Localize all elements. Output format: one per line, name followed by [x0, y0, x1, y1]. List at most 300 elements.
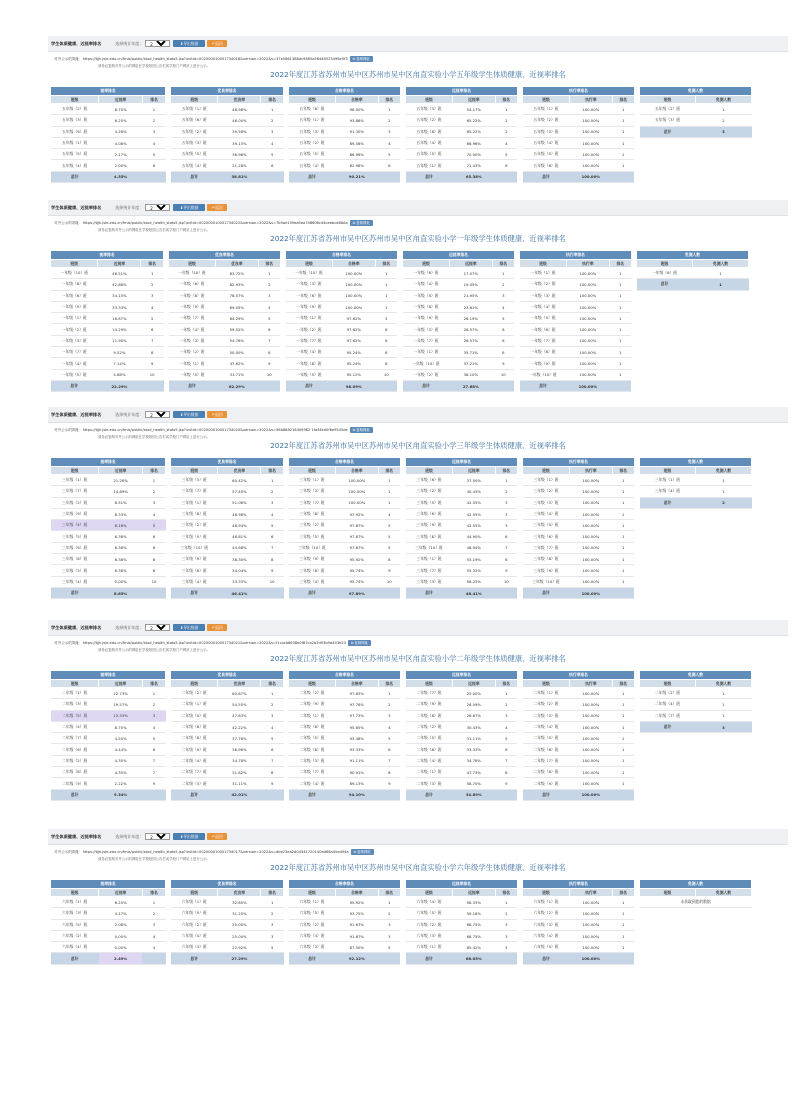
rank-cell: 2: [492, 279, 514, 290]
export-button[interactable]: [173, 204, 205, 211]
rank-cell: 5: [261, 942, 284, 953]
total-row: [523, 789, 635, 800]
col-rank: 排名: [261, 467, 284, 475]
value-cell: 6.38%: [99, 554, 143, 565]
table-row: [51, 688, 166, 699]
section-title: 2022年度江苏省苏州市吴中区苏州市吴中区甪直实验小学二年级学生体质健康、近视率排名: [270, 654, 566, 663]
export-button[interactable]: [173, 411, 205, 418]
far-header: 远视率排名: [406, 671, 518, 680]
table-row: [51, 908, 166, 919]
rank-cell: 8: [258, 347, 280, 358]
back-button[interactable]: [207, 40, 227, 47]
class-cell: 一年级（7）班: [520, 335, 567, 346]
total-rank-cell: [495, 587, 517, 598]
rank-cell: 1: [612, 576, 634, 587]
class-cell: 一年级（5）班: [520, 313, 567, 324]
class-cell: 二年级（8）班: [523, 767, 570, 778]
public-url-row: [54, 640, 371, 646]
pass-table: [288, 457, 401, 599]
value-cell: 95.74%: [336, 565, 379, 576]
year-label: 选择统计年度：: [115, 204, 144, 210]
rank-cell: 4: [142, 930, 165, 941]
class-cell: 六年级（1）班: [171, 897, 218, 908]
class-cell: 五年级（4）班: [406, 137, 453, 148]
total-row: [289, 171, 401, 182]
rank-cell: 1: [375, 268, 397, 279]
value-cell: 55.32%: [453, 565, 496, 576]
class-cell: 二年级（9）班: [171, 744, 218, 755]
total-rank-cell: [261, 953, 284, 964]
toolbar: [48, 36, 788, 52]
table-row: [171, 542, 284, 553]
class-cell: 五年级（6）班: [51, 126, 99, 137]
table-row: [520, 268, 632, 279]
toolbar-title: 学生体质健康、近视率排名: [51, 204, 102, 210]
public-url[interactable]: https://tjjk.jsie.edu.cn/fmis/public/stud_health_stats5.jsp?unitid=002000010001734020&version=2022&s=56b888216409962 1fa46cd0f6e9545de: [82, 428, 348, 432]
download-icon: ⬇: [180, 625, 184, 630]
table-row: [51, 137, 166, 148]
col-exec_rate: 执行率: [570, 889, 613, 897]
value-cell: 60.87%: [218, 688, 261, 699]
copy-url-button[interactable]: [350, 427, 373, 433]
rank-cell: 5: [378, 520, 400, 531]
rank-cell: 8: [495, 767, 517, 778]
export-button[interactable]: [173, 40, 205, 47]
table-row: [51, 301, 164, 312]
table-row: [169, 324, 281, 335]
class-cell: 三年级（7）班: [51, 486, 99, 497]
table-row: [406, 778, 518, 789]
table-row: [51, 369, 164, 380]
table-row: [289, 497, 401, 508]
value-cell: 97.73%: [336, 710, 379, 721]
rank-cell: 4: [495, 137, 517, 148]
col-exempt_count: 免测人数: [693, 260, 749, 268]
rank-cell: 1: [612, 942, 634, 953]
myopia-header: 视率排名: [51, 671, 166, 680]
class-cell: 一年级（10）班: [520, 369, 567, 380]
value-cell: 33.33%: [453, 744, 496, 755]
value-cell: 78.57%: [216, 290, 259, 301]
rank-cell: 5: [378, 733, 400, 744]
table-row: [289, 508, 401, 519]
value-cell: 47.62%: [216, 358, 259, 369]
col-excellent_rate: 优良率: [216, 260, 259, 268]
class-cell: 五年级（2）班: [171, 126, 218, 137]
copy-url-button[interactable]: [348, 640, 371, 646]
value-cell: 91.67%: [336, 919, 379, 930]
class-cell: 三年级（4）班: [51, 520, 99, 531]
rank-cell: 9: [378, 565, 400, 576]
table-row: [286, 335, 398, 346]
value-cell: 4.08%: [99, 137, 143, 148]
table-row: [637, 268, 749, 279]
table-row: [171, 115, 284, 126]
table-row: [289, 542, 401, 553]
toolbar: [48, 620, 788, 636]
copy-label: 复制网址: [356, 428, 370, 432]
copy-icon: ⧉: [352, 57, 357, 61]
value-cell: 39.13%: [218, 137, 261, 148]
value-cell: 42.22%: [218, 721, 261, 732]
col-excellent_rate: 优良率: [218, 96, 261, 104]
value-cell: 68.75%: [453, 919, 496, 930]
rank-cell: 1: [612, 104, 634, 115]
value-cell: 57.45%: [218, 486, 261, 497]
rank-cell: 1: [612, 767, 634, 778]
table-row: [171, 721, 284, 732]
total-rank-cell: [142, 171, 165, 182]
back-label: 返回: [215, 204, 223, 210]
copy-icon: ⧉: [350, 641, 355, 645]
rank-cell: 1: [612, 699, 634, 710]
total-label: 总计: [523, 171, 570, 182]
value-cell: 2.00%: [99, 160, 143, 171]
col-exec_rate: 执行率: [570, 96, 613, 104]
public-url[interactable]: https://tjjk.jsie.edu.cn/fmis/public/stud_health_stats5.jsp?unitid=002000010001734017&version=2022&s=dbe23ea2d04341720140ad66a45ed94a: [82, 850, 349, 854]
back-label: 返回: [215, 411, 223, 417]
rank-cell: 1: [261, 475, 284, 486]
class-cell: 一年级（8）班: [169, 290, 216, 301]
class-cell: 三年级（2）班: [51, 497, 99, 508]
total-label: 总计: [406, 953, 453, 964]
table-row: [523, 104, 635, 115]
total-value: 65.38%: [453, 171, 496, 182]
back-button[interactable]: [207, 833, 227, 840]
value-cell: 8.33%: [99, 508, 143, 519]
col-exempt_count: 免测人数: [696, 96, 752, 104]
public-url[interactable]: https://tjjk.jsie.edu.cn/fmis/public/stud_health_stats5.jsp?unitid=002000010001734018&version=2022&s=37e5861388dc9865a56448523496e5f3: [82, 57, 348, 61]
class-cell: 三年级（1）班: [523, 475, 570, 486]
rank-cell: 7: [142, 755, 165, 766]
value-cell: 86.96%: [336, 149, 379, 160]
rank-cell: 8: [141, 347, 164, 358]
rank-cell: 5: [495, 149, 517, 160]
copy-url-button[interactable]: [350, 220, 373, 226]
value-cell: 46.51%: [98, 268, 141, 279]
value-cell: 22.73%: [99, 688, 143, 699]
back-button[interactable]: [207, 204, 227, 211]
section-title: 2022年度江苏省苏州市吴中区苏州市吴中区甪直实验小学一年级学生体质健康、近视率排名: [270, 234, 566, 243]
year-label: 选择统计年度：: [115, 624, 144, 630]
class-cell: 六年级（5）班: [406, 908, 453, 919]
value-cell: 53.19%: [453, 554, 496, 565]
value-cell: 66.96%: [453, 137, 496, 148]
class-cell: 五年级（3）班: [289, 126, 336, 137]
table-row: [406, 160, 518, 171]
class-cell: 一年级（10）班: [51, 268, 98, 279]
table-row: [51, 576, 166, 587]
rank-cell: 1: [378, 475, 400, 486]
value-cell: 100.00%: [570, 733, 613, 744]
rank-cell: 5: [142, 149, 165, 160]
value-cell: 2: [696, 115, 752, 126]
class-cell: 三年级（6）班: [171, 565, 218, 576]
public-url[interactable]: https://tjjk.jsie.edu.cn/fmis/public/stud_health_stats5.jsp?unitid=002000010001734021&version=2022&s=f1cacb6638e0f87ca2b2d93b9d443b23: [82, 641, 346, 645]
myopia-header: 视率排名: [51, 458, 166, 467]
class-cell: 一年级（1）班: [403, 347, 450, 358]
class-cell: 二年级（7）班: [51, 733, 99, 744]
value-cell: 100.00%: [570, 115, 613, 126]
total-rank-cell: [495, 953, 517, 964]
rank-cell: 8: [378, 767, 400, 778]
total-value: 100.00%: [570, 171, 613, 182]
class-cell: 三年级（4）班: [640, 486, 696, 497]
value-cell: 100.00%: [570, 744, 613, 755]
rank-cell: 1: [609, 290, 631, 301]
total-rank-cell: [261, 171, 284, 182]
total-label: 总计: [289, 587, 336, 598]
table-row: [289, 565, 401, 576]
table-row: [520, 347, 632, 358]
value-cell: 35.71%: [450, 347, 493, 358]
value-cell: 48.98%: [218, 104, 261, 115]
table-row: [289, 115, 401, 126]
table-row: [403, 268, 515, 279]
copy-label: 复制网址: [354, 641, 368, 645]
class-cell: 一年级（6）班: [51, 290, 98, 301]
table-row: [286, 301, 398, 312]
value-cell: 50.00%: [216, 347, 259, 358]
download-icon: ⬇: [180, 834, 184, 839]
toolbar-title: 学生体质健康、近视率排名: [51, 624, 102, 630]
value-cell: 6.38%: [99, 565, 143, 576]
export-button[interactable]: [173, 833, 205, 840]
class-cell: 二年级（1）班: [171, 699, 218, 710]
year-label: 选择统计年度：: [115, 833, 144, 839]
class-cell: 一年级（5）班: [286, 369, 333, 380]
value-cell: 100.00%: [570, 919, 613, 930]
export-button[interactable]: [173, 624, 205, 631]
rank-cell: 1: [495, 897, 517, 908]
col-class: 班级: [640, 889, 696, 897]
value-cell: 2.17%: [99, 149, 143, 160]
rank-cell: 1: [609, 347, 631, 358]
export-label: 导出数据: [183, 833, 199, 839]
class-cell: 六年级（3）班: [171, 942, 218, 953]
far-header: 远视率排名: [406, 87, 518, 96]
col-myopia_rate: 近视率: [98, 260, 141, 268]
class-cell: 五年级（3）班: [640, 115, 696, 126]
rank-cell: 10: [495, 576, 517, 587]
rank-cell: 1: [378, 486, 400, 497]
year-select[interactable]: [145, 40, 170, 47]
value-cell: 17.07%: [450, 268, 493, 279]
value-cell: 100.00%: [570, 497, 613, 508]
class-cell: 三年级（4）班: [51, 576, 99, 587]
url-label: 对外公示的网址：: [54, 428, 83, 432]
copy-label: 复制网址: [356, 221, 370, 225]
value-cell: 2.22%: [99, 778, 143, 789]
table-row: [289, 733, 401, 744]
class-cell: 一年级（5）班: [51, 369, 98, 380]
year-select[interactable]: [145, 411, 170, 418]
col-myopia_rate: 近视率: [99, 889, 143, 897]
public-url[interactable]: https://tjjk.jsie.edu.cn/fmis/public/stud_health_stats5.jsp?unitid=002000010001734022&version=2022&s=7b9ae159ea5ea748606c44ceebcd88Aa: [82, 221, 348, 225]
value-cell: 100.00%: [570, 554, 613, 565]
col-class: 班级: [289, 680, 336, 688]
col-class: 班级: [640, 467, 696, 475]
class-cell: 一年级（10）班: [286, 268, 333, 279]
value-cell: 25.00%: [218, 919, 261, 930]
table-row: [406, 699, 518, 710]
total-label: 总计: [520, 380, 567, 391]
col-class: 班级: [637, 260, 693, 268]
col-class: 班级: [171, 680, 218, 688]
excellent-header: 优良率排名: [171, 880, 284, 889]
year-select[interactable]: [145, 833, 170, 840]
export-label: 导出数据: [183, 204, 199, 210]
total-row: [640, 497, 752, 508]
total-row: [169, 380, 281, 391]
back-button[interactable]: [207, 411, 227, 418]
rank-cell: 7: [261, 542, 284, 553]
col-excellent_rate: 优良率: [218, 467, 261, 475]
table-row: [523, 942, 635, 953]
class-cell: 二年级（6）班: [289, 721, 336, 732]
table-row: [406, 755, 518, 766]
exempt-header: 免测人数: [640, 458, 752, 467]
col-excellent_rate: 优良率: [218, 889, 261, 897]
total-label: 总计: [523, 953, 570, 964]
class-cell: 一年级（2）班: [286, 324, 333, 335]
col-class: 班级: [289, 467, 336, 475]
table-row: [523, 908, 635, 919]
value-cell: 31.11%: [218, 778, 261, 789]
value-cell: 42.55%: [453, 520, 496, 531]
rank-cell: 1: [612, 497, 634, 508]
rank-cell: 2: [495, 115, 517, 126]
value-cell: 58.33%: [453, 897, 496, 908]
copy-url-button[interactable]: [350, 56, 373, 62]
rank-cell: 6: [261, 160, 284, 171]
value-cell: 11.90%: [98, 335, 141, 346]
value-cell: 4.55%: [99, 733, 143, 744]
total-value: 2: [696, 497, 752, 508]
rank-cell: 1: [609, 324, 631, 335]
rank-cell: 6: [492, 324, 514, 335]
rank-cell: 4: [378, 508, 400, 519]
class-cell: 三年级（6）班: [406, 475, 453, 486]
copy-label: 复制网址: [356, 57, 370, 61]
value-cell: 71.43%: [453, 160, 496, 171]
table-row: [406, 104, 518, 115]
table-row: [406, 542, 518, 553]
col-rank: 排名: [609, 260, 631, 268]
class-cell: 六年级（2）班: [289, 919, 336, 930]
value-cell: 39.58%: [218, 126, 261, 137]
class-cell: 一年级（8）班: [520, 347, 567, 358]
table-row: [289, 576, 401, 587]
rank-cell: 5: [142, 520, 165, 531]
total-label: 总计: [51, 587, 99, 598]
class-cell: 五年级（1）班: [523, 104, 570, 115]
class-cell: 一年级（6）班: [520, 324, 567, 335]
table-row: [523, 554, 635, 565]
total-label: 总计: [169, 380, 216, 391]
total-row: [640, 126, 752, 137]
myopia-header: 视率排名: [51, 880, 166, 889]
rank-cell: 1: [612, 744, 634, 755]
class-cell: 二年级（1）班: [406, 767, 453, 778]
rank-cell: 6: [375, 335, 397, 346]
copy-url-button[interactable]: [351, 849, 374, 855]
col-rank: 排名: [612, 889, 634, 897]
value-cell: 100.00%: [570, 942, 613, 953]
col-exec_rate: 执行率: [570, 467, 613, 475]
table-row: [171, 126, 284, 137]
class-cell: 一年级（6）班: [637, 268, 693, 279]
table-row: [51, 126, 166, 137]
col-class: 班级: [289, 96, 336, 104]
total-rank-cell: [612, 789, 634, 800]
total-row: [171, 789, 284, 800]
class-cell: 三年级（5）班: [289, 531, 336, 542]
col-pass_rate: 合格率: [336, 889, 379, 897]
rank-cell: 3: [142, 710, 165, 721]
value-cell: 65.22%: [453, 126, 496, 137]
col-class: 班级: [51, 680, 99, 688]
class-cell: 六年级（2）班: [171, 919, 218, 930]
total-row: [51, 171, 166, 182]
rank-cell: 9: [142, 778, 165, 789]
value-cell: 26.19%: [450, 313, 493, 324]
table-row: [520, 324, 632, 335]
value-cell: 8.51%: [99, 497, 143, 508]
class-cell: 二年级（1）班: [289, 710, 336, 721]
total-label: 总计: [640, 497, 696, 508]
value-cell: 91.30%: [336, 126, 379, 137]
table-row: [51, 279, 164, 290]
total-value: 42.01%: [218, 789, 261, 800]
table-row: [406, 897, 518, 908]
total-value: 34.89%: [453, 789, 496, 800]
rank-cell: 1: [612, 688, 634, 699]
table-row: [169, 268, 281, 279]
rank-cell: 4: [142, 137, 165, 148]
class-cell: 二年级（2）班: [523, 699, 570, 710]
toolbar: [48, 829, 788, 845]
rank-cell: 5: [495, 942, 517, 953]
table-row: [51, 149, 166, 160]
class-cell: 二年级（7）班: [171, 767, 218, 778]
public-url-row: [54, 849, 374, 855]
table-row: [406, 137, 518, 148]
table-row: [171, 778, 284, 789]
class-cell: 二年级（5）班: [51, 710, 99, 721]
table-row: [51, 897, 166, 908]
back-button[interactable]: [207, 624, 227, 631]
total-label: 总计: [289, 171, 336, 182]
year-select[interactable]: [145, 204, 170, 211]
rank-cell: 5: [142, 733, 165, 744]
value-cell: 31.11%: [453, 733, 496, 744]
myopia-header: 视率排名: [51, 87, 166, 96]
table-row: [520, 358, 632, 369]
class-cell: 二年级（9）班: [406, 699, 453, 710]
year-select[interactable]: [145, 624, 170, 631]
rank-cell: 6: [142, 531, 165, 542]
table-row: [169, 369, 281, 380]
rank-cell: 5: [258, 313, 280, 324]
value-cell: 97.87%: [336, 531, 379, 542]
value-cell: 1: [696, 104, 752, 115]
pass-header: 合格率排名: [289, 671, 401, 680]
rank-cell: 4: [142, 721, 165, 732]
col-rank: 排名: [142, 467, 165, 475]
table-row: [289, 942, 401, 953]
value-cell: 7.14%: [98, 358, 141, 369]
